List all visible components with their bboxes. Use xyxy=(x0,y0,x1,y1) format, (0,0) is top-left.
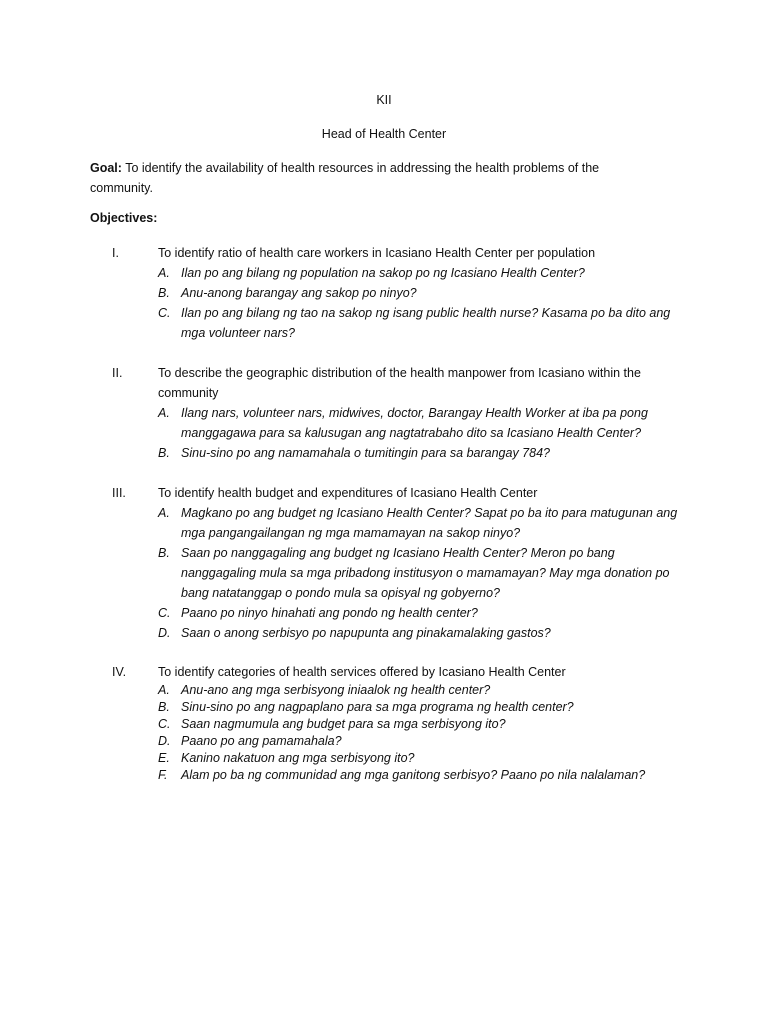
question-letter: A. xyxy=(158,406,170,420)
question-text: Anu-ano ang mga serbisyong iniaalok ng health center? xyxy=(181,683,491,697)
question-item xyxy=(158,443,678,463)
question-item xyxy=(158,283,678,303)
question-list xyxy=(158,263,690,343)
question-letter: C. xyxy=(158,717,171,731)
question-item xyxy=(158,750,678,767)
question-item xyxy=(158,503,678,543)
goal-paragraph xyxy=(90,158,650,198)
question-letter: B. xyxy=(158,546,170,560)
question-letter: B. xyxy=(158,446,170,460)
document-code: KII xyxy=(376,93,392,107)
question-item xyxy=(158,733,678,750)
question-item xyxy=(158,699,678,716)
section-numeral: III. xyxy=(112,486,126,500)
question-item xyxy=(158,303,678,343)
question-letter: B. xyxy=(158,700,170,714)
question-text: Paano po ang pamamahala? xyxy=(181,734,342,748)
question-text: Ilan po ang bilang ng tao na sakop ng isang public health nurse? Kasama po ba dito ang mga volunteer nars? xyxy=(181,306,671,340)
question-letter: D. xyxy=(158,734,171,748)
question-text: Sinu-sino po ang nagpaplano para sa mga programa ng health center? xyxy=(181,700,574,714)
question-letter: A. xyxy=(158,683,170,697)
question-letter: C. xyxy=(158,306,171,320)
question-item xyxy=(158,543,678,603)
question-item xyxy=(158,623,678,643)
question-text: Sinu-sino po ang namamahala o tumitingin para sa barangay 784? xyxy=(181,446,550,460)
question-letter: C. xyxy=(158,606,171,620)
question-text: Saan nagmumula ang budget para sa mga serbisyong ito? xyxy=(181,717,506,731)
objective-section-3 xyxy=(90,483,690,643)
section-heading: To identify ratio of health care workers in Icasiano Health Center per population xyxy=(158,246,596,260)
question-list xyxy=(158,682,690,784)
goal-label: Goal: xyxy=(90,161,122,175)
objective-section-4 xyxy=(90,662,690,784)
question-item xyxy=(158,682,678,699)
question-text: Anu-anong barangay ang sakop po ninyo? xyxy=(181,286,417,300)
question-item xyxy=(158,603,678,623)
question-letter: E. xyxy=(158,751,170,765)
section-heading: To identify health budget and expenditures of Icasiano Health Center xyxy=(158,486,538,500)
question-text: Saan po nanggagaling ang budget ng Icasiano Health Center? Meron po bang nanggagaling mula sa mga pribadong institusyon o mamamayan? May mga donation po bang natatanggap o pondo mula sa opisyal ng gobyerno? xyxy=(181,546,670,600)
question-letter: F. xyxy=(158,768,168,782)
question-text: Ilang nars, volunteer nars, midwives, doctor, Barangay Health Worker at iba pa pong manggagawa para sa kalusugan ang nagtatrabaho dito sa Icasiano Health Center? xyxy=(181,406,648,440)
question-text: Alam po ba ng communidad ang mga ganitong serbisyo? Paano po nila nalalaman? xyxy=(181,768,646,782)
objective-section-2 xyxy=(90,363,690,463)
question-item xyxy=(158,767,678,784)
section-numeral: IV. xyxy=(112,665,127,679)
objectives-label: Objectives: xyxy=(90,211,158,225)
document-title: Head of Health Center xyxy=(321,127,447,141)
objective-section-1 xyxy=(90,243,690,343)
question-item xyxy=(158,716,678,733)
question-letter: B. xyxy=(158,286,170,300)
question-letter: A. xyxy=(158,266,170,280)
question-text: Saan o anong serbisyo po napupunta ang pinakamalaking gastos? xyxy=(181,626,551,640)
question-letter: A. xyxy=(158,506,170,520)
question-text: Paano po ninyo hinahati ang pondo ng health center? xyxy=(181,606,478,620)
section-heading: To identify categories of health services offered by Icasiano Health Center xyxy=(158,665,566,679)
question-item xyxy=(158,263,678,283)
section-numeral: II. xyxy=(112,366,123,380)
goal-text: To identify the availability of health resources in addressing the health problems of the community. xyxy=(90,161,600,195)
section-heading: To describe the geographic distribution of the health manpower from Icasiano within the community xyxy=(158,366,641,400)
question-list xyxy=(158,403,690,463)
question-text: Ilan po ang bilang ng population na sakop po ng Icasiano Health Center? xyxy=(181,266,585,280)
question-text: Magkano po ang budget ng Icasiano Health Center? Sapat po ba ito para matugunan ang mga pangangailangan ng mga mamamayan na sakop ninyo? xyxy=(181,506,678,540)
question-text: Kanino nakatuon ang mga serbisyong ito? xyxy=(181,751,415,765)
question-letter: D. xyxy=(158,626,171,640)
question-list xyxy=(158,503,690,643)
section-numeral: I. xyxy=(112,246,119,260)
question-item xyxy=(158,403,678,443)
